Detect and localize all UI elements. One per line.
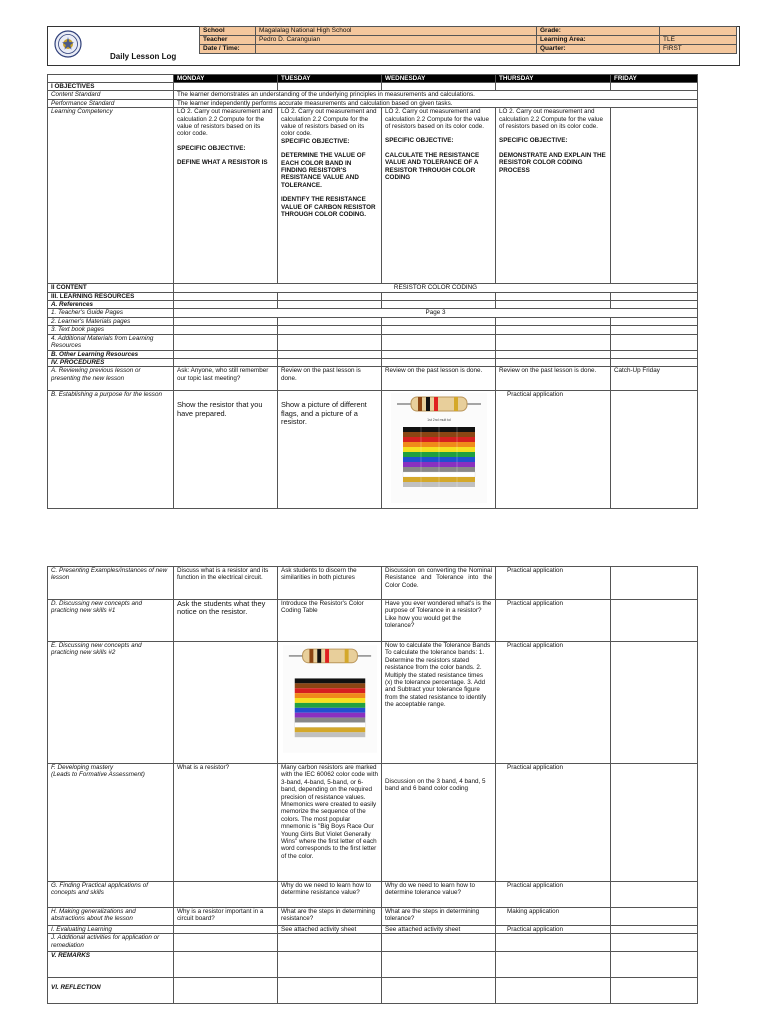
procedure-b-monday [174, 391, 278, 509]
procedure-d-thursday-text: Practical application [507, 600, 564, 607]
learning-competency-label: Learning Competency [48, 108, 174, 284]
grade-value [660, 27, 737, 36]
procedure-c-friday [611, 567, 698, 600]
procedure-d-monday: Ask the students what they notice on the resistor. [174, 600, 278, 642]
reflection-heading [48, 978, 174, 1004]
day-tuesday: TUESDAY [278, 75, 382, 83]
day-friday: FRIDAY [611, 75, 698, 83]
procedure-b-label: B. Establishing a purpose for the lesson [48, 391, 174, 509]
other-resources-heading: B. Other Learning Resources [48, 350, 174, 358]
procedure-c-monday: Discuss what is a resistor and its function in the electrical circuit. [174, 567, 278, 600]
procedure-c-thursday [496, 567, 611, 600]
procedure-b-friday [611, 391, 698, 509]
performance-standard-label: Performance Standard [48, 99, 174, 107]
procedure-c-wednesday: Discussion on converting the Nominal Resistance and Tolerance into the Color Code. [382, 567, 496, 600]
procedure-j-label: J. Additional activities for application or remediation [48, 934, 174, 952]
procedure-e-tuesday [278, 642, 382, 764]
procedure-b-wednesday [382, 391, 496, 509]
quarter-value: FIRST [660, 45, 737, 54]
procedure-e-thursday-text: Practical application [507, 642, 564, 649]
procedure-f-thursday-text: Practical application [507, 764, 564, 771]
procedure-e-label: E. Discussing new concepts and practicing new skills #2 [48, 642, 174, 764]
procedure-b-tuesday [278, 391, 382, 509]
specific-objective-text: DETERMINE THE VALUE OF EACH COLOR BAND IN FINDING RESISTOR'S RESISTANCE VALUE AND TOLERANCE. [281, 152, 366, 189]
procedure-e-friday [611, 642, 698, 764]
competency-thursday [496, 108, 611, 284]
procedure-f-label: F. Developing mastery (Leads to Formative Assessment) [48, 764, 174, 882]
procedure-b-thursday-text: Practical application [507, 391, 564, 399]
specific-objective-text: DEMONSTRATE AND EXPLAIN THE RESISTOR COLOR CODING PROCESS [499, 151, 606, 174]
procedure-i-thursday-text: Practical application [507, 926, 564, 933]
procedure-g-monday [174, 882, 278, 908]
procedure-g-wednesday: Why do we need to learn how to determine tolerance value? [382, 882, 496, 908]
additional-materials-label: 4. Additional Materials from Learning Resources [48, 334, 174, 350]
specific-objective-label: SPECIFIC OBJECTIVE: [281, 137, 350, 145]
content-value: RESISTOR COLOR CODING [174, 284, 698, 292]
references-heading: A. References [48, 301, 174, 309]
learning-resources-heading: III. LEARNING RESOURCES [48, 292, 174, 300]
deped-seal-icon [54, 30, 82, 58]
procedures-heading: IV. PROCEDURES [48, 359, 174, 367]
procedure-d-friday [611, 600, 698, 642]
competency-wednesday [382, 108, 496, 284]
teachers-guide-value: Page 3 [174, 309, 698, 317]
procedure-i-friday [611, 926, 698, 934]
lesson-table-2 [47, 566, 698, 1004]
procedure-e-wednesday: Now to calculate the Tolerance Bands To calculate the tolerance bands: 1. Determine the resistors stated resistance from the color bands. 2. Multiply the stated resistance times (x) the tolerance percentage. 3. Add and Subtract your tolerance figure from the stated resistance to identify the acceptable range. [382, 642, 496, 764]
procedure-a-tuesday: Review on the past lesson is done. [278, 367, 382, 391]
day-header-row [48, 75, 698, 83]
procedure-c-tuesday: Ask students to discern the similarities in both pictures [278, 567, 382, 600]
competency-monday [174, 108, 278, 284]
procedure-i-monday [174, 926, 278, 934]
procedure-i-label: I. Evaluating Learning [48, 926, 174, 934]
procedure-h-tuesday: What are the steps in determining resistance? [278, 908, 382, 926]
procedure-a-wednesday: Review on the past lesson is done. [382, 367, 496, 391]
date-label: Date / Time: [200, 45, 256, 54]
content-standard-label: Content Standard [48, 91, 174, 99]
objectives-heading: I OBJECTIVES [48, 83, 174, 91]
content-standard-value: The learner demonstrates an understanding of the underlying principles in measurements and calculations. [174, 91, 698, 99]
procedure-d-wednesday: Have you ever wondered what's is the purpose of Tolerance in a resistor? Like how you would get the tolerance? [382, 600, 496, 642]
procedure-h-thursday-text: Making application [507, 908, 560, 915]
learners-materials-label: 2. Learner's Materials pages [48, 317, 174, 325]
procedure-i-wednesday: See attached activity sheet [382, 926, 496, 934]
svg-text:1st 2nd mult tol: 1st 2nd mult tol [426, 418, 451, 423]
procedure-f-tuesday: Many carbon resistors are marked with the IEC 60062 color code with 3-band, 4-band, 5-band, or 6-band, depending on the required precision of resistance values. Mnemonics were created to easily memorize the sequence of the colors. The most popular mnemonic is "Big Boys Race Our Young Girls But Violet Generally Wins" where the first letter of each word corresponds to the first letter of the color. [278, 764, 382, 882]
procedure-b-monday-text: Show the resistor that you have prepared. [177, 400, 263, 418]
competency-text: LO 2. Carry out measurement and calculation 2.2 Compute for the value of resistors based on its color code. [177, 108, 273, 138]
procedure-h-label: H. Making generalizations and abstractions about the lesson [48, 908, 174, 926]
procedure-d-tuesday: Introduce the Resistor's Color Coding Table [278, 600, 382, 642]
procedure-h-wednesday: What are the steps in determining tolerance? [382, 908, 496, 926]
procedure-f-monday: What is a resistor? [174, 764, 278, 882]
competency-tuesday [278, 108, 382, 284]
date-value [256, 45, 537, 54]
procedure-i-thursday [496, 926, 611, 934]
lesson-table-1 [47, 74, 698, 509]
header-info-table [199, 26, 737, 54]
specific-objective-text-2: IDENTIFY THE RESISTANCE VALUE OF CARBON RESISTOR THROUGH COLOR CODING. [281, 196, 376, 219]
competency-text: LO 2. Carry out measurement and calculation 2.2 Compute for the value of resistors based on its color code. [499, 108, 603, 131]
teacher-label: Teacher [200, 36, 256, 45]
grade-label: Grade: [537, 27, 660, 36]
content-heading: II CONTENT [48, 284, 174, 292]
corner-cell [48, 75, 174, 83]
procedure-g-thursday-text: Practical application [507, 882, 564, 889]
day-wednesday: WEDNESDAY [382, 75, 496, 83]
reflection-heading-text: VI. REFLECTION [51, 984, 101, 992]
specific-objective-text: CALCULATE THE RESISTANCE VALUE AND TOLERANCE OF A RESISTOR THROUGH COLOR CODING [385, 151, 480, 182]
procedure-g-tuesday: Why do we need to learn how to determine resistance value? [278, 882, 382, 908]
procedure-f-wednesday [382, 764, 496, 882]
resistor-color-chart-image-2 [283, 644, 377, 754]
procedure-g-thursday [496, 882, 611, 908]
procedure-c-thursday-text: Practical application [507, 567, 564, 574]
day-thursday: THURSDAY [496, 75, 611, 83]
competency-text: LO 2. Carry out measurement and calculation 2.2 Compute for the value of resistors based on its color code. [281, 108, 377, 138]
procedure-f-wednesday-text: Discussion on the 3 band, 4 band, 5 band and 6 band color coding [385, 778, 486, 793]
procedure-e-thursday [496, 642, 611, 764]
procedure-f-thursday [496, 764, 611, 882]
specific-objective-text: DEFINE WHAT A RESISTOR IS [177, 159, 268, 167]
school-value: Magalalag National High School [256, 27, 537, 36]
resistor-color-chart-image [391, 393, 487, 503]
procedure-h-monday: Why is a resistor important in a circuit board? [174, 908, 278, 926]
procedure-h-thursday [496, 908, 611, 926]
specific-objective-label: SPECIFIC OBJECTIVE: [385, 137, 454, 145]
procedure-a-thursday: Review on the past lesson is done. [496, 367, 611, 391]
procedure-h-friday [611, 908, 698, 926]
procedure-g-friday [611, 882, 698, 908]
remarks-heading: V. REMARKS [48, 952, 174, 978]
procedure-d-thursday [496, 600, 611, 642]
procedure-g-label: G. Finding Practical applications of concepts and skills [48, 882, 174, 908]
procedure-b-tuesday-text: Show a picture of different flags, and a picture of a resistor. [281, 400, 367, 427]
area-value: TLE [660, 36, 737, 45]
procedure-c-label: C. Presenting Examples/instances of new lesson [48, 567, 174, 600]
area-label: Learning Area: [537, 36, 660, 45]
teacher-value: Pedro D. Caranguian [256, 36, 537, 45]
procedure-a-monday: Ask: Anyone, who still remember our topic last meeting? [174, 367, 278, 391]
quarter-label: Quarter: [537, 45, 660, 54]
textbook-label: 3. Text book pages [48, 326, 174, 334]
doc-title: Daily Lesson Log [110, 52, 177, 61]
day-monday: MONDAY [174, 75, 278, 83]
school-label: School [200, 27, 256, 36]
specific-objective-label: SPECIFIC OBJECTIVE: [499, 137, 568, 145]
procedure-d-label: D. Discussing new concepts and practicing new skills #1 [48, 600, 174, 642]
teachers-guide-label: 1. Teacher's Guide Pages [48, 309, 174, 317]
competency-friday [611, 108, 698, 284]
procedure-e-monday [174, 642, 278, 764]
procedure-b-thursday [496, 391, 611, 509]
procedure-a-friday: Catch-Up Friday [611, 367, 698, 391]
procedure-a-label: A. Reviewing previous lesson or presenting the new lesson [48, 367, 174, 391]
performance-standard-value: The learner independently performs accurate measurements and calculation based on given tasks. [174, 99, 698, 107]
procedure-i-tuesday: See attached activity sheet [278, 926, 382, 934]
competency-text: LO 2. Carry out measurement and calculation 2.2 Compute for the value of resistors based on its color code. [385, 108, 489, 131]
specific-objective-label: SPECIFIC OBJECTIVE: [177, 144, 246, 152]
procedure-f-friday [611, 764, 698, 882]
